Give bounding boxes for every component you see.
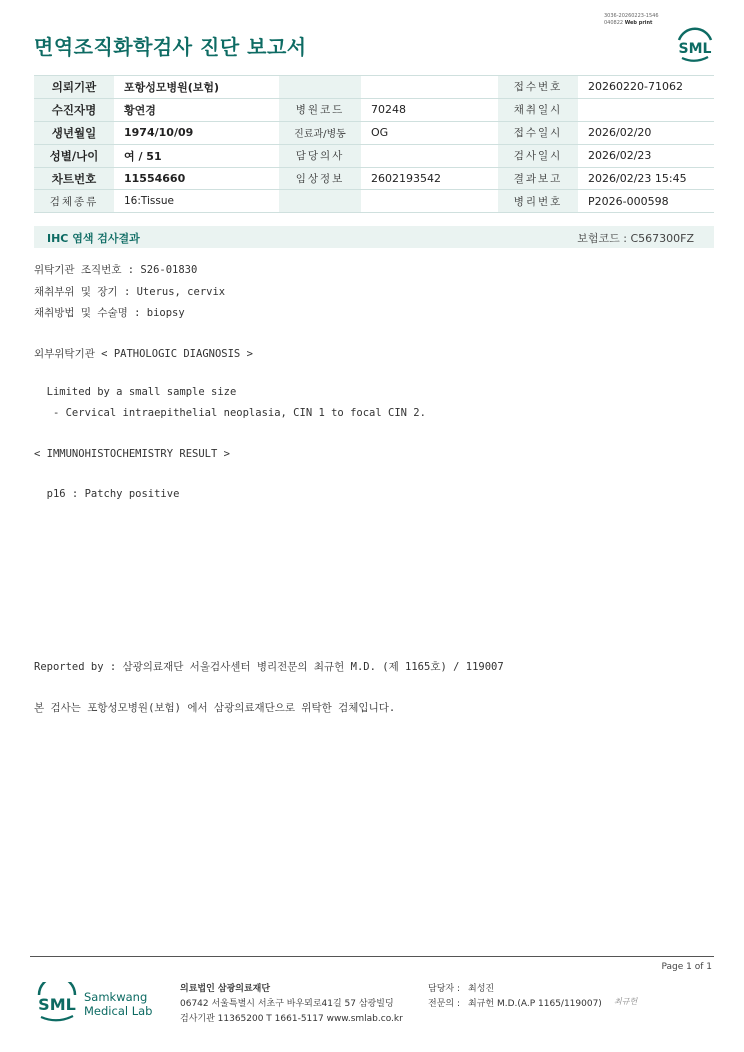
patient-info-table xyxy=(34,75,714,213)
page-number: Page 1 of 1 xyxy=(661,962,712,972)
label-requesting-institution: 의뢰기관 xyxy=(34,76,114,99)
info-row xyxy=(34,167,714,190)
label-pathology-number: 병리번호 xyxy=(498,190,578,213)
value-birth-date: 1974/10/09 xyxy=(114,121,279,144)
label-patient-name: 수진자명 xyxy=(34,98,114,121)
value-test-date: 2026/02/23 xyxy=(578,144,714,167)
value-chart-number: 11554660 xyxy=(114,167,279,190)
report-line-ihc-header: < IMMUNOHISTOCHEMISTRY RESULT > xyxy=(34,448,230,460)
value-pathology-number: P2026-000598 xyxy=(578,190,714,213)
sml-logo xyxy=(674,26,716,66)
report-line-site: 채취부위 및 장기 : Uterus, cervix xyxy=(34,286,226,298)
report-line-limitation: Limited by a small sample size xyxy=(34,386,237,398)
value-department: OG xyxy=(361,121,498,144)
footer-address: 06742 서울특별시 서초구 바우뫼로41길 57 삼광빌딩 xyxy=(180,999,394,1009)
footer-logo-name1: Samkwang xyxy=(84,990,148,1004)
samkwang-logo xyxy=(36,982,160,1026)
label-physician: 담당의사 xyxy=(279,144,361,167)
footer-contact: 검사기관 11365200 T 1661-5117 www.smlab.co.kr xyxy=(180,1014,403,1024)
footer-divider xyxy=(30,956,714,957)
label-hospital-code: 병원코드 xyxy=(279,98,361,121)
value-patient-name: 황연경 xyxy=(114,98,279,121)
info-row xyxy=(34,144,714,167)
value-empty xyxy=(361,76,498,99)
label-receipt-date: 접수일시 xyxy=(498,121,578,144)
label-collection-date: 채취일시 xyxy=(498,98,578,121)
label-department: 진료과/병동 xyxy=(279,121,361,144)
footer-org: 의료법인 삼광의료재단 xyxy=(180,984,271,994)
label-birth-date: 생년월일 xyxy=(34,121,114,144)
web-print-label: Web print xyxy=(624,19,653,26)
value-receipt-number: 20260220-71062 xyxy=(578,76,714,99)
signature: 최규헌 xyxy=(614,997,638,1006)
value-empty xyxy=(361,190,498,213)
document-code xyxy=(604,13,684,26)
ihc-section-title: IHC 염색 검사결과 xyxy=(47,232,140,245)
report-line-tissue-number: 위탁기관 조직번호 : S26-01830 xyxy=(34,264,198,276)
value-requesting-institution: 포항성모병원(보험) xyxy=(114,76,279,99)
value-receipt-date: 2026/02/20 xyxy=(578,121,714,144)
footer-logo-text: SML xyxy=(38,995,76,1014)
info-row xyxy=(34,190,714,213)
label-test-date: 검사일시 xyxy=(498,144,578,167)
value-collection-date xyxy=(578,98,714,121)
document-code-line2 xyxy=(604,20,684,27)
report-line-method: 채취방법 및 수술명 : biopsy xyxy=(34,307,185,319)
value-result-report: 2026/02/23 15:45 xyxy=(578,167,714,190)
label-clinical-info: 임상정보 xyxy=(279,167,361,190)
report-line-reported-by: Reported by : 삼광의료재단 서울검사센터 병리전문의 최규헌 M.D. (제 1165호) / 119007 xyxy=(34,661,504,673)
value-physician xyxy=(361,144,498,167)
value-specimen-type: 16:Tissue xyxy=(114,190,279,213)
value-hospital-code: 70248 xyxy=(361,98,498,121)
document-code-line1: 3036-20260223-1546 xyxy=(604,13,659,19)
report-line-referral-note: 본 검사는 포항성모병원(보험) 에서 삼광의료재단으로 위탁한 검체입니다. xyxy=(34,702,396,714)
info-row xyxy=(34,121,714,144)
report-line-diagnosis: - Cervical intraepithelial neoplasia, CIN 1 to focal CIN 2. xyxy=(34,407,426,419)
label-specimen-type: 검체종류 xyxy=(34,190,114,213)
info-row xyxy=(34,98,714,121)
value-clinical-info: 2602193542 xyxy=(361,167,498,190)
label-receipt-number: 접수번호 xyxy=(498,76,578,99)
label-empty xyxy=(279,76,361,99)
report-line-p16: p16 : Patchy positive xyxy=(34,488,180,500)
report-line-diagnosis-header: 외부위탁기관 < PATHOLOGIC DIAGNOSIS > xyxy=(34,348,253,360)
sml-logo-text: SML xyxy=(678,41,712,57)
label-sex-age: 성별/나이 xyxy=(34,144,114,167)
footer-specialist-label: 전문의 : xyxy=(428,999,460,1009)
label-empty xyxy=(279,190,361,213)
value-sex-age: 여 / 51 xyxy=(114,144,279,167)
footer-specialist-name: 최규헌 M.D.(A.P 1165/119007) xyxy=(468,999,602,1009)
insurance-code: 보험코드 : C567300FZ xyxy=(577,232,694,245)
footer-staff-name: 최성진 xyxy=(468,984,495,994)
footer-logo-name2: Medical Lab xyxy=(84,1004,153,1018)
footer-staff-label: 담당자 : xyxy=(428,984,460,994)
page-title: 면역조직화학검사 진단 보고서 xyxy=(34,35,307,59)
document-code-number: 040822 xyxy=(604,19,624,26)
label-chart-number: 차트번호 xyxy=(34,167,114,190)
info-row xyxy=(34,76,714,99)
label-result-report: 결과보고 xyxy=(498,167,578,190)
